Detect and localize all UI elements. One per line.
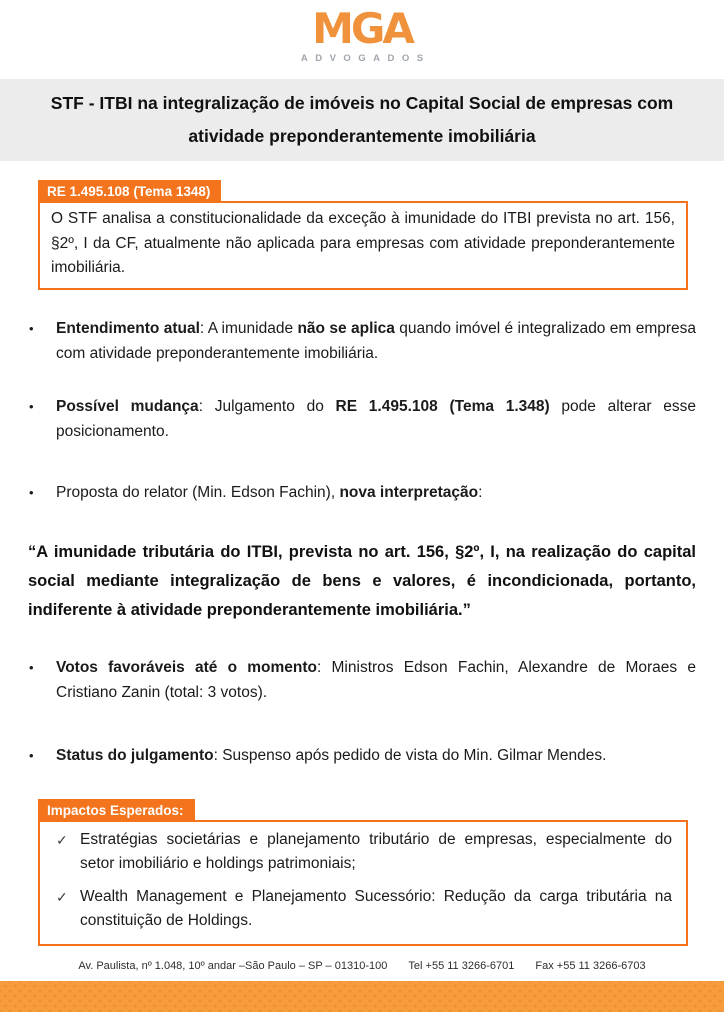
bullet-text: Possível mudança: Julgamento do RE 1.495.108 (Tema 1.348) pode alterar esse posicionamento. — [56, 397, 697, 440]
bullet-icon: • — [29, 484, 34, 500]
logo — [0, 0, 724, 64]
case-callout-box — [38, 184, 688, 290]
page-title-line-2: atividade preponderantemente imobiliária — [188, 126, 536, 146]
bottom-orange-band — [0, 981, 724, 1012]
impact-text: Wealth Management e Planejamento Sucessório: Redução da carga tributária na constituição de Holdings. — [80, 887, 672, 929]
list-item — [28, 480, 696, 505]
impacts-callout-box — [38, 802, 688, 946]
impact-text: Estratégias societárias e planejamento tributário de empresas, especialmente do setor imobiliário e holdings patrimoniais; — [80, 830, 672, 872]
footer-address-text: Av. Paulista, nº 1.048, 10º andar –São Paulo – SP – 01310-100 — [78, 960, 388, 972]
bullet-text: Votos favoráveis até o momento: Ministros Edson Fachin, Alexandre de Moraes e Cristiano Zanin (total: 3 votos). — [56, 658, 696, 701]
impacts-callout-tab: Impactos Esperados: — [38, 799, 195, 822]
bullet-icon: • — [29, 747, 34, 763]
logo-subtitle: ADVOGADOS — [300, 53, 431, 64]
check-icon: ✓ — [56, 888, 68, 905]
list-item — [28, 316, 696, 366]
bullet-icon: • — [29, 398, 34, 414]
list-item — [28, 743, 696, 768]
impacts-callout-body — [40, 822, 686, 944]
list-item — [56, 828, 676, 876]
case-callout-tab: RE 1.495.108 (Tema 1348) — [38, 180, 221, 203]
bullet-text: Entendimento atual: A imunidade não se aplica quando imóvel é integralizado em empresa com atividade preponderantemente imobiliária. — [56, 319, 697, 362]
bullet-icon: • — [29, 320, 34, 336]
content-column — [0, 184, 724, 946]
footer-fax-text: Fax +55 11 3266-6703 — [535, 960, 646, 972]
case-callout-body: O STF analisa a constitucionalidade da exceção à imunidade do ITBI prevista no art. 156, §2º, I da CF, atualmente não aplicada para empresas com atividade preponderantemente imobiliária. — [51, 210, 675, 276]
title-band — [0, 79, 724, 161]
footer-tel-text: Tel +55 11 3266-6701 — [408, 960, 515, 972]
bullet-text: Proposta do relator (Min. Edson Fachin), nova interpretação: — [56, 483, 483, 501]
logo-wordmark: MGA — [312, 4, 412, 53]
list-item — [56, 885, 676, 933]
ruling-quote: “A imunidade tributária do ITBI, prevista no art. 156, §2º, I, na realização do capital social mediante integralização de bens e valores, é incondicionada, portanto, indiferente à atividade preponderantemente imobiliária.” — [28, 542, 696, 619]
check-icon: ✓ — [56, 831, 68, 848]
bullet-text: Status do julgamento: Suspenso após pedido de vista do Min. Gilmar Mendes. — [56, 746, 607, 764]
page-title-line-1: STF - ITBI na integralização de imóveis no Capital Social de empresas com — [50, 93, 674, 113]
bullet-icon: • — [29, 659, 34, 675]
list-item — [28, 394, 696, 444]
footer-contact-line — [0, 960, 724, 972]
list-item — [28, 655, 696, 705]
